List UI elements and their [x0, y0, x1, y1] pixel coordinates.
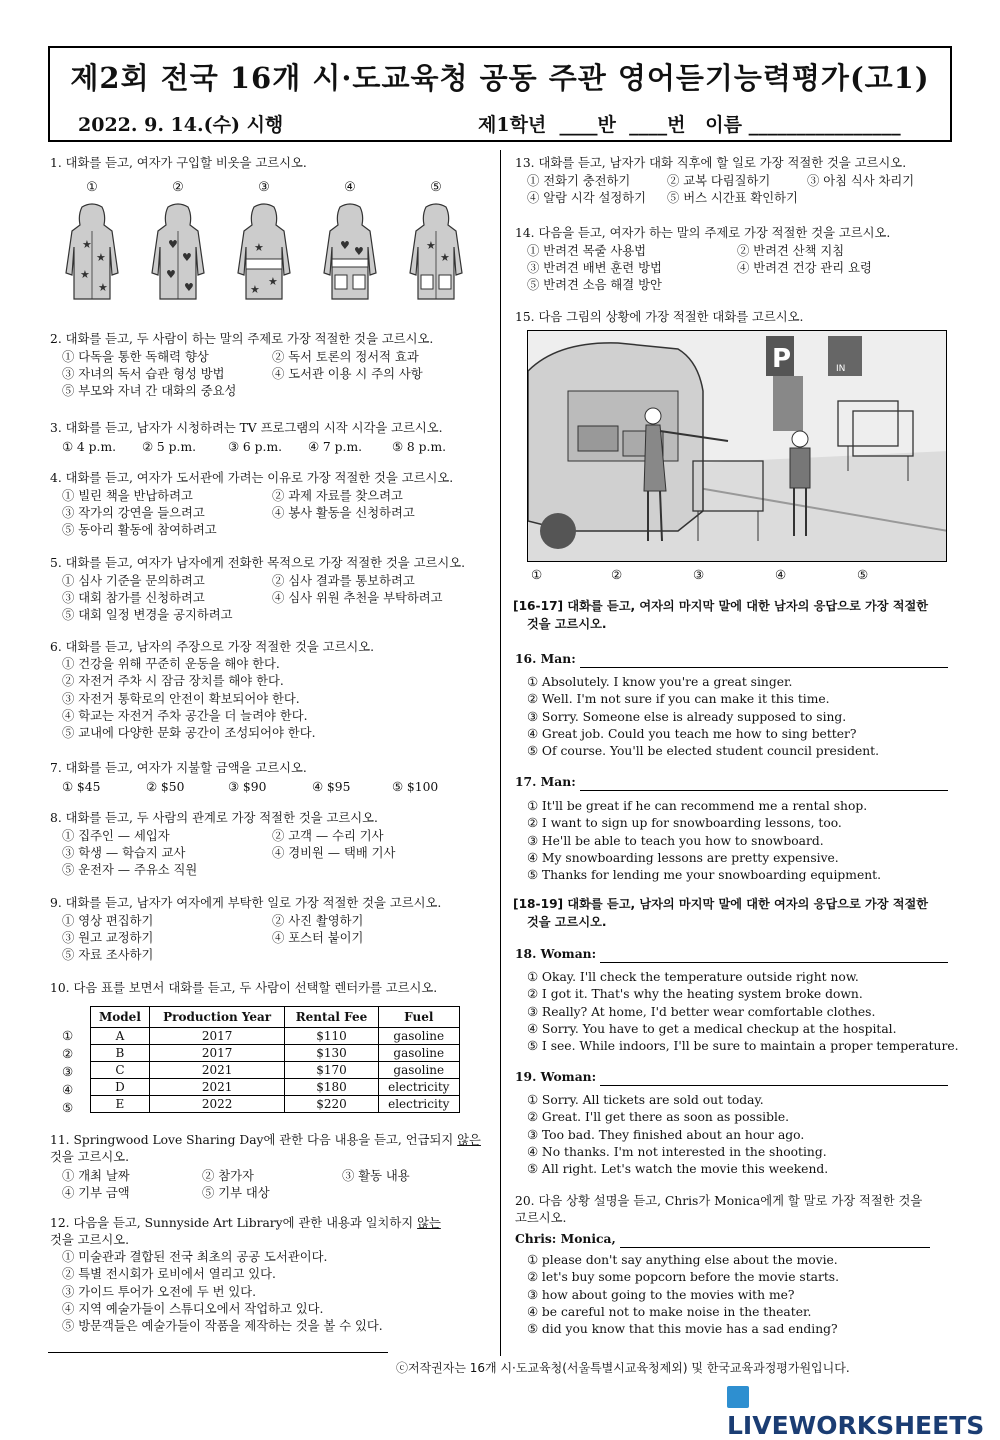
- option[interactable]: ⑤ 방문객들은 예술가들이 작품을 제작하는 것을 볼 수 있다.: [62, 1319, 383, 1334]
- raincoat-stars-pockets-icon: [404, 203, 468, 303]
- question-3: [50, 420, 490, 454]
- question-5: [50, 555, 490, 622]
- cell-fee: $110: [285, 1028, 378, 1045]
- question-label: 17. Man:: [515, 774, 576, 789]
- question-18: [515, 945, 959, 1055]
- question-6: [50, 639, 490, 742]
- option[interactable]: ⑤ $100: [392, 780, 439, 794]
- option[interactable]: ② I want to sign up for snowboarding lessons, too.: [527, 816, 842, 831]
- student-info-line: 제1학년 ____반 ____번 이름 ________________: [478, 114, 901, 136]
- option[interactable]: ① 개최 날짜: [62, 1169, 130, 1183]
- answer-blank[interactable]: [600, 1085, 948, 1086]
- option[interactable]: ④ 반려견 건강 관리 요령: [737, 261, 872, 275]
- option[interactable]: ⑤ did you know that this movie has a sad ending?: [527, 1322, 838, 1337]
- option[interactable]: ① Okay. I'll check the temperature outside right now.: [527, 970, 859, 984]
- question-text-cont: 고르시오.: [515, 1211, 567, 1225]
- option[interactable]: ③ 6 p.m.: [228, 440, 283, 454]
- option[interactable]: ① 4 p.m.: [62, 440, 117, 454]
- question-14: [515, 225, 955, 292]
- question-text: [50, 1132, 490, 1149]
- option[interactable]: ② 과제 자료를 찾으려고: [272, 489, 403, 503]
- question-text: 14. 다음을 듣고, 여자가 하는 말의 주제로 가장 적절한 것을 고르시오.: [515, 226, 891, 240]
- question-text: 3. 대화를 듣고, 남자가 시청하려는 TV 프로그램의 시작 시각을 고르시오.: [50, 421, 443, 435]
- option[interactable]: ① please don't say anything else about the movie.: [527, 1253, 838, 1267]
- option[interactable]: ② 참가자: [202, 1169, 254, 1183]
- option[interactable]: ⑤ Of course. You'll be elected student council president.: [527, 744, 879, 759]
- table-row: [91, 1096, 460, 1113]
- option[interactable]: ④ $95: [312, 780, 351, 794]
- question-13: [515, 155, 955, 205]
- parking-lot-illustration: [527, 330, 947, 562]
- svg-text:★: ★: [268, 275, 278, 288]
- option-mark[interactable]: ③: [258, 180, 270, 195]
- option-mark[interactable]: ②: [172, 180, 184, 195]
- answer-blank[interactable]: [580, 790, 948, 791]
- cell-year: 2017: [149, 1045, 284, 1062]
- option-mark[interactable]: ④: [62, 1083, 74, 1097]
- question-text: 2. 대화를 듣고, 두 사람이 하는 말의 주제로 가장 적절한 것을 고르시오.: [50, 332, 434, 346]
- option[interactable]: ④ My snowboarding lessons are pretty expensive.: [527, 850, 839, 865]
- question-19: [515, 1068, 955, 1178]
- question-text: 9. 대화를 듣고, 남자가 여자에게 부탁한 일로 가장 적절한 것을 고르시오.: [50, 896, 442, 910]
- question-emphasis: 않은: [457, 1133, 481, 1147]
- question-8: [50, 810, 490, 877]
- question-text-cont: 것을 고르시오.: [50, 1150, 130, 1164]
- cell-fee: $220: [285, 1096, 378, 1113]
- option[interactable]: ③ Sorry. Someone else is already supposed to sing.: [527, 709, 847, 724]
- question-label: Chris: Monica,: [515, 1231, 616, 1246]
- option[interactable]: ① 심사 기준을 문의하려고: [62, 574, 205, 588]
- option[interactable]: ④ 경비원 — 택배 기사: [272, 846, 396, 860]
- svg-text:♥: ♥: [340, 239, 350, 252]
- option[interactable]: ③ 대회 참가를 신청하려고: [62, 591, 205, 605]
- svg-text:★: ★: [96, 251, 106, 264]
- question-2: [50, 331, 490, 398]
- svg-text:★: ★: [98, 281, 108, 294]
- question-text-cont: 것을 고르시오.: [50, 1233, 130, 1247]
- cell-fuel: electricity: [378, 1079, 459, 1096]
- question-1: [50, 155, 490, 296]
- option[interactable]: ② I got it. That's why the heating system broke down.: [527, 987, 863, 1002]
- option[interactable]: ⑤ 동아리 활동에 참여하려고: [62, 523, 217, 537]
- answer-line: [515, 1068, 955, 1086]
- cell-fuel: electricity: [378, 1096, 459, 1113]
- option[interactable]: ④ No thanks. I'm not interested in the shooting.: [527, 1144, 827, 1159]
- question-text: [50, 1215, 490, 1232]
- option[interactable]: ② 특별 전시회가 로비에서 열리고 있다.: [62, 1267, 276, 1282]
- question-text: 20. 다음 상황 설명을 듣고, Chris가 Monica에게 할 말로 가장 적절한 것을: [515, 1194, 923, 1208]
- option-mark[interactable]: ⑤: [857, 568, 869, 582]
- cell-fee: $180: [285, 1079, 378, 1096]
- option[interactable]: ① 빌린 책을 반납하려고: [62, 489, 193, 503]
- option-mark[interactable]: ⑤: [430, 180, 442, 195]
- option[interactable]: ② let's buy some popcorn before the movie starts.: [527, 1270, 840, 1285]
- parking-lot-scene-icon: [528, 331, 947, 562]
- table-row: [91, 1045, 460, 1062]
- table-header: Production Year: [149, 1007, 284, 1028]
- cell-fee: $170: [285, 1062, 378, 1079]
- question-17: [515, 773, 955, 884]
- option[interactable]: ④ be careful not to make noise in the theater.: [527, 1304, 812, 1319]
- question-label: 18. Woman:: [515, 946, 597, 961]
- option[interactable]: ⑤ All right. Let's watch the movie this weekend.: [527, 1162, 829, 1177]
- svg-text:★: ★: [440, 251, 450, 264]
- option[interactable]: ② 심사 결과를 통보하려고: [272, 574, 415, 588]
- table-row: [91, 1079, 460, 1096]
- liveworksheets-logo-icon: [727, 1386, 749, 1408]
- option[interactable]: ③ 활동 내용: [342, 1169, 410, 1183]
- option[interactable]: ② 자전거 주차 시 잠금 장치를 해야 한다.: [62, 674, 284, 689]
- option[interactable]: ⑤ 자료 조사하기: [62, 948, 154, 962]
- option[interactable]: ③ Really? At home, I'd better wear comfortable clothes.: [527, 1004, 876, 1019]
- svg-text:♥: ♥: [168, 238, 178, 251]
- option[interactable]: ① 미술관과 결합된 전국 최초의 공공 도서관이다.: [62, 1250, 328, 1264]
- question-16: [515, 650, 955, 760]
- svg-text:♥: ♥: [354, 245, 364, 258]
- option[interactable]: ① Sorry. All tickets are sold out today.: [527, 1093, 764, 1107]
- answer-line: [515, 945, 955, 963]
- table-row: [91, 1062, 460, 1079]
- option-mark[interactable]: ④: [775, 568, 787, 582]
- question-label: 16. Man:: [515, 651, 576, 666]
- option[interactable]: ⑤ 반려견 소음 해결 방안: [527, 278, 662, 292]
- option[interactable]: ① 전화기 충전하기: [527, 174, 631, 188]
- question-text: 5. 대화를 듣고, 여자가 남자에게 전화한 목적으로 가장 적절한 것을 고르시오.: [50, 556, 466, 570]
- svg-text:★: ★: [426, 239, 436, 252]
- cell-model: D: [91, 1079, 150, 1096]
- raincoat-hearts-pockets-icon: [318, 203, 382, 303]
- question-text: 1. 대화를 듣고, 여자가 구입할 비옷을 고르시오.: [50, 156, 307, 170]
- exam-header: [48, 46, 952, 142]
- option[interactable]: ① 건강을 위해 꾸준히 운동을 해야 한다.: [62, 657, 280, 671]
- option[interactable]: ① It'll be great if he can recommend me a rental shop.: [527, 799, 868, 813]
- option[interactable]: ④ 도서관 이용 시 주의 사항: [272, 367, 423, 381]
- question-label: 19. Woman:: [515, 1069, 597, 1084]
- footer-divider: [48, 1352, 388, 1353]
- question-4: [50, 470, 490, 537]
- option[interactable]: ② Great. I'll get there as soon as possible.: [527, 1110, 790, 1125]
- column-divider: [500, 150, 501, 1356]
- option[interactable]: ③ 가이드 투어가 오전에 두 번 있다.: [62, 1284, 257, 1299]
- question-text: 4. 대화를 듣고, 여자가 도서관에 가려는 이유로 가장 적절한 것을 고르시오.: [50, 471, 454, 485]
- option[interactable]: ② 교복 다림질하기: [667, 174, 771, 188]
- option[interactable]: ⑤ 8 p.m.: [392, 440, 447, 454]
- group-text-cont: 것을 고르시오.: [527, 915, 607, 929]
- question-text: 8. 대화를 듣고, 두 사람의 관계로 가장 적절한 것을 고르시오.: [50, 811, 378, 825]
- option[interactable]: ④ 알람 시각 설정하기: [527, 191, 647, 205]
- svg-text:★: ★: [254, 241, 264, 254]
- liveworksheets-logo: [727, 1382, 1000, 1440]
- option[interactable]: ① 영상 편집하기: [62, 914, 154, 928]
- brand-name: LIVEWORKSHEETS: [727, 1411, 985, 1440]
- option-mark[interactable]: ②: [62, 1047, 74, 1061]
- cell-fuel: gasoline: [378, 1028, 459, 1045]
- group-range: [16-17]: [513, 599, 564, 613]
- question-emphasis: 않는: [417, 1216, 441, 1230]
- option[interactable]: ② 사진 촬영하기: [272, 914, 364, 928]
- svg-text:♥: ♥: [166, 268, 176, 281]
- option[interactable]: ④ Great job. Could you teach me how to sing better?: [527, 726, 857, 741]
- option[interactable]: ⑤ 부모와 자녀 간 대화의 중요성: [62, 384, 237, 398]
- cell-fee: $130: [285, 1045, 378, 1062]
- option[interactable]: ⑤ 운전자 — 주유소 직원: [62, 863, 198, 877]
- rental-car-table: [90, 1006, 460, 1113]
- raincoat-stars-belt-icon: [232, 203, 296, 303]
- answer-line: [515, 773, 955, 791]
- table-header: Fuel: [378, 1007, 459, 1028]
- option[interactable]: ④ Sorry. You have to get a medical checkup at the hospital.: [527, 1021, 897, 1036]
- group-text: 대화를 듣고, 여자의 마지막 말에 대한 남자의 응답으로 가장 적절한: [567, 599, 929, 613]
- option[interactable]: ③ 아침 식사 차리기: [807, 174, 915, 188]
- copyright-notice: ⓒ저작권자는 16개 시·도교육청(서울특별시교육청제외) 및 한국교육과정평가원입니다.: [396, 1361, 850, 1375]
- cell-fuel: gasoline: [378, 1062, 459, 1079]
- table-header: Rental Fee: [285, 1007, 378, 1028]
- group-instruction-18-19: [513, 895, 953, 931]
- answer-blank[interactable]: [620, 1247, 930, 1248]
- option[interactable]: ④ 7 p.m.: [308, 440, 363, 454]
- option-mark[interactable]: ①: [531, 568, 543, 582]
- option[interactable]: ② 5 p.m.: [142, 440, 197, 454]
- cell-fuel: gasoline: [378, 1045, 459, 1062]
- exam-title: 제2회 전국 16개 시·도교육청 공동 주관 영어듣기능력평가(고1): [70, 61, 930, 95]
- option[interactable]: ② 독서 토론의 정서적 효과: [272, 350, 419, 364]
- option[interactable]: ③ 자녀의 독서 습관 형성 방법: [62, 367, 225, 381]
- question-text: 6. 대화를 듣고, 남자의 주장으로 가장 적절한 것을 고르시오.: [50, 640, 375, 654]
- option[interactable]: ③ 작가의 강연을 들으려고: [62, 506, 205, 520]
- answer-line: [515, 1230, 955, 1248]
- option[interactable]: ④ 포스터 붙이기: [272, 931, 364, 945]
- svg-text:♥: ♥: [182, 251, 192, 264]
- cell-model: E: [91, 1096, 150, 1113]
- option[interactable]: ⑤ I see. While indoors, I'll be sure to maintain a proper temperature.: [527, 1039, 959, 1054]
- cell-year: 2017: [149, 1028, 284, 1045]
- option[interactable]: ① $45: [62, 780, 101, 794]
- option[interactable]: ③ He'll be able to teach you how to snowboard.: [527, 833, 824, 848]
- answer-blank[interactable]: [580, 667, 948, 668]
- option-mark[interactable]: ④: [344, 180, 356, 195]
- option-mark[interactable]: ③: [62, 1065, 74, 1079]
- raincoat-stars-icon: [60, 203, 124, 303]
- parking-sign-in: IN: [836, 364, 846, 374]
- svg-text:♥: ♥: [184, 281, 194, 294]
- option-mark[interactable]: ⑤: [62, 1101, 74, 1115]
- exam-date: 2022. 9. 14.(수) 시행: [78, 114, 284, 136]
- answer-blank[interactable]: [600, 962, 948, 963]
- cell-model: C: [91, 1062, 150, 1079]
- option[interactable]: ⑤ Thanks for lending me your snowboarding equipment.: [527, 868, 881, 883]
- question-text: 13. 대화를 듣고, 남자가 대화 직후에 할 일로 가장 적절한 것을 고르시오.: [515, 156, 907, 170]
- option[interactable]: ④ 심사 위원 추천을 부탁하려고: [272, 591, 443, 605]
- option[interactable]: ④ 학교는 자전거 주차 공간을 더 늘려야 한다.: [62, 708, 308, 723]
- option-mark[interactable]: ②: [611, 568, 623, 582]
- option[interactable]: ④ 기부 금액: [62, 1186, 130, 1200]
- question-text-part: 11. Springwood Love Sharing Day에 관한 다음 내용을 듣고, 언급되지: [50, 1133, 458, 1147]
- option[interactable]: ③ 학생 — 학습지 교사: [62, 846, 186, 860]
- option[interactable]: ③ 원고 교정하기: [62, 931, 154, 945]
- option[interactable]: ⑤ 교내에 다양한 문화 공간이 조성되어야 한다.: [62, 726, 316, 741]
- option[interactable]: ① Absolutely. I know you're a great singer.: [527, 675, 793, 689]
- cell-model: A: [91, 1028, 150, 1045]
- cell-year: 2022: [149, 1096, 284, 1113]
- raincoat-hearts-icon: [146, 203, 210, 303]
- group-instruction-16-17: [513, 597, 953, 633]
- table-header: Model: [91, 1007, 150, 1028]
- question-15: [515, 309, 955, 326]
- option-mark[interactable]: ③: [693, 568, 705, 582]
- option[interactable]: ① 집주인 — 세입자: [62, 829, 170, 843]
- question-11: [50, 1132, 490, 1200]
- option[interactable]: ④ 봉사 활동을 신청하려고: [272, 506, 415, 520]
- question-9: [50, 895, 490, 962]
- option[interactable]: ③ $90: [228, 780, 267, 794]
- option[interactable]: ② 고객 — 수리 기사: [272, 829, 384, 843]
- group-range: [18-19]: [513, 897, 564, 911]
- option-mark[interactable]: ①: [62, 1029, 74, 1043]
- option-mark[interactable]: ①: [86, 180, 98, 195]
- question-text: 15. 다음 그림의 상황에 가장 적절한 대화를 고르시오.: [515, 310, 804, 324]
- option[interactable]: ① 다독을 통한 독해력 향상: [62, 350, 209, 364]
- question-text: 10. 다음 표를 보면서 대화를 듣고, 두 사람이 선택할 렌터카를 고르시오.: [50, 981, 438, 995]
- cell-year: 2021: [149, 1062, 284, 1079]
- option[interactable]: ③ 반려견 배변 훈련 방법: [527, 261, 662, 275]
- option[interactable]: ⑤ 버스 시간표 확인하기: [667, 191, 798, 205]
- table-row: [91, 1028, 460, 1045]
- option[interactable]: ② Well. I'm not sure if you can make it this time.: [527, 692, 830, 707]
- option[interactable]: ⑤ 기부 대상: [202, 1186, 270, 1200]
- answer-line: [515, 650, 955, 668]
- option[interactable]: ③ 자전거 통학로의 안전이 확보되어야 한다.: [62, 691, 300, 706]
- question-text: 7. 대화를 듣고, 여자가 지불할 금액을 고르시오.: [50, 761, 307, 775]
- cell-model: B: [91, 1045, 150, 1062]
- question-text-part: 12. 다음을 듣고, Sunnyside Art Library에 관한 내용과 일치하지: [50, 1216, 418, 1230]
- svg-text:★: ★: [80, 268, 90, 281]
- option[interactable]: ③ how about going to the movies with me?: [527, 1287, 795, 1302]
- group-text-cont: 것을 고르시오.: [527, 617, 607, 631]
- question-7: [50, 760, 490, 794]
- question-12: [50, 1215, 490, 1335]
- option[interactable]: ② $50: [146, 780, 185, 794]
- option[interactable]: ④ 지역 예술가들이 스튜디오에서 작업하고 있다.: [62, 1301, 324, 1316]
- question-20: [515, 1193, 955, 1338]
- cell-year: 2021: [149, 1079, 284, 1096]
- parking-sign-p: P: [772, 344, 792, 374]
- option[interactable]: ① 반려견 목줄 사용법: [527, 244, 647, 258]
- option[interactable]: ③ Too bad. They finished about an hour ago.: [527, 1127, 805, 1142]
- question-10: [50, 980, 490, 1115]
- group-text: 대화를 듣고, 남자의 마지막 말에 대한 여자의 응답으로 가장 적절한: [567, 897, 929, 911]
- svg-text:★: ★: [82, 238, 92, 251]
- option[interactable]: ⑤ 대회 일정 변경을 공지하려고: [62, 608, 233, 622]
- option[interactable]: ② 반려견 산책 지침: [737, 244, 845, 258]
- svg-text:★: ★: [250, 283, 260, 296]
